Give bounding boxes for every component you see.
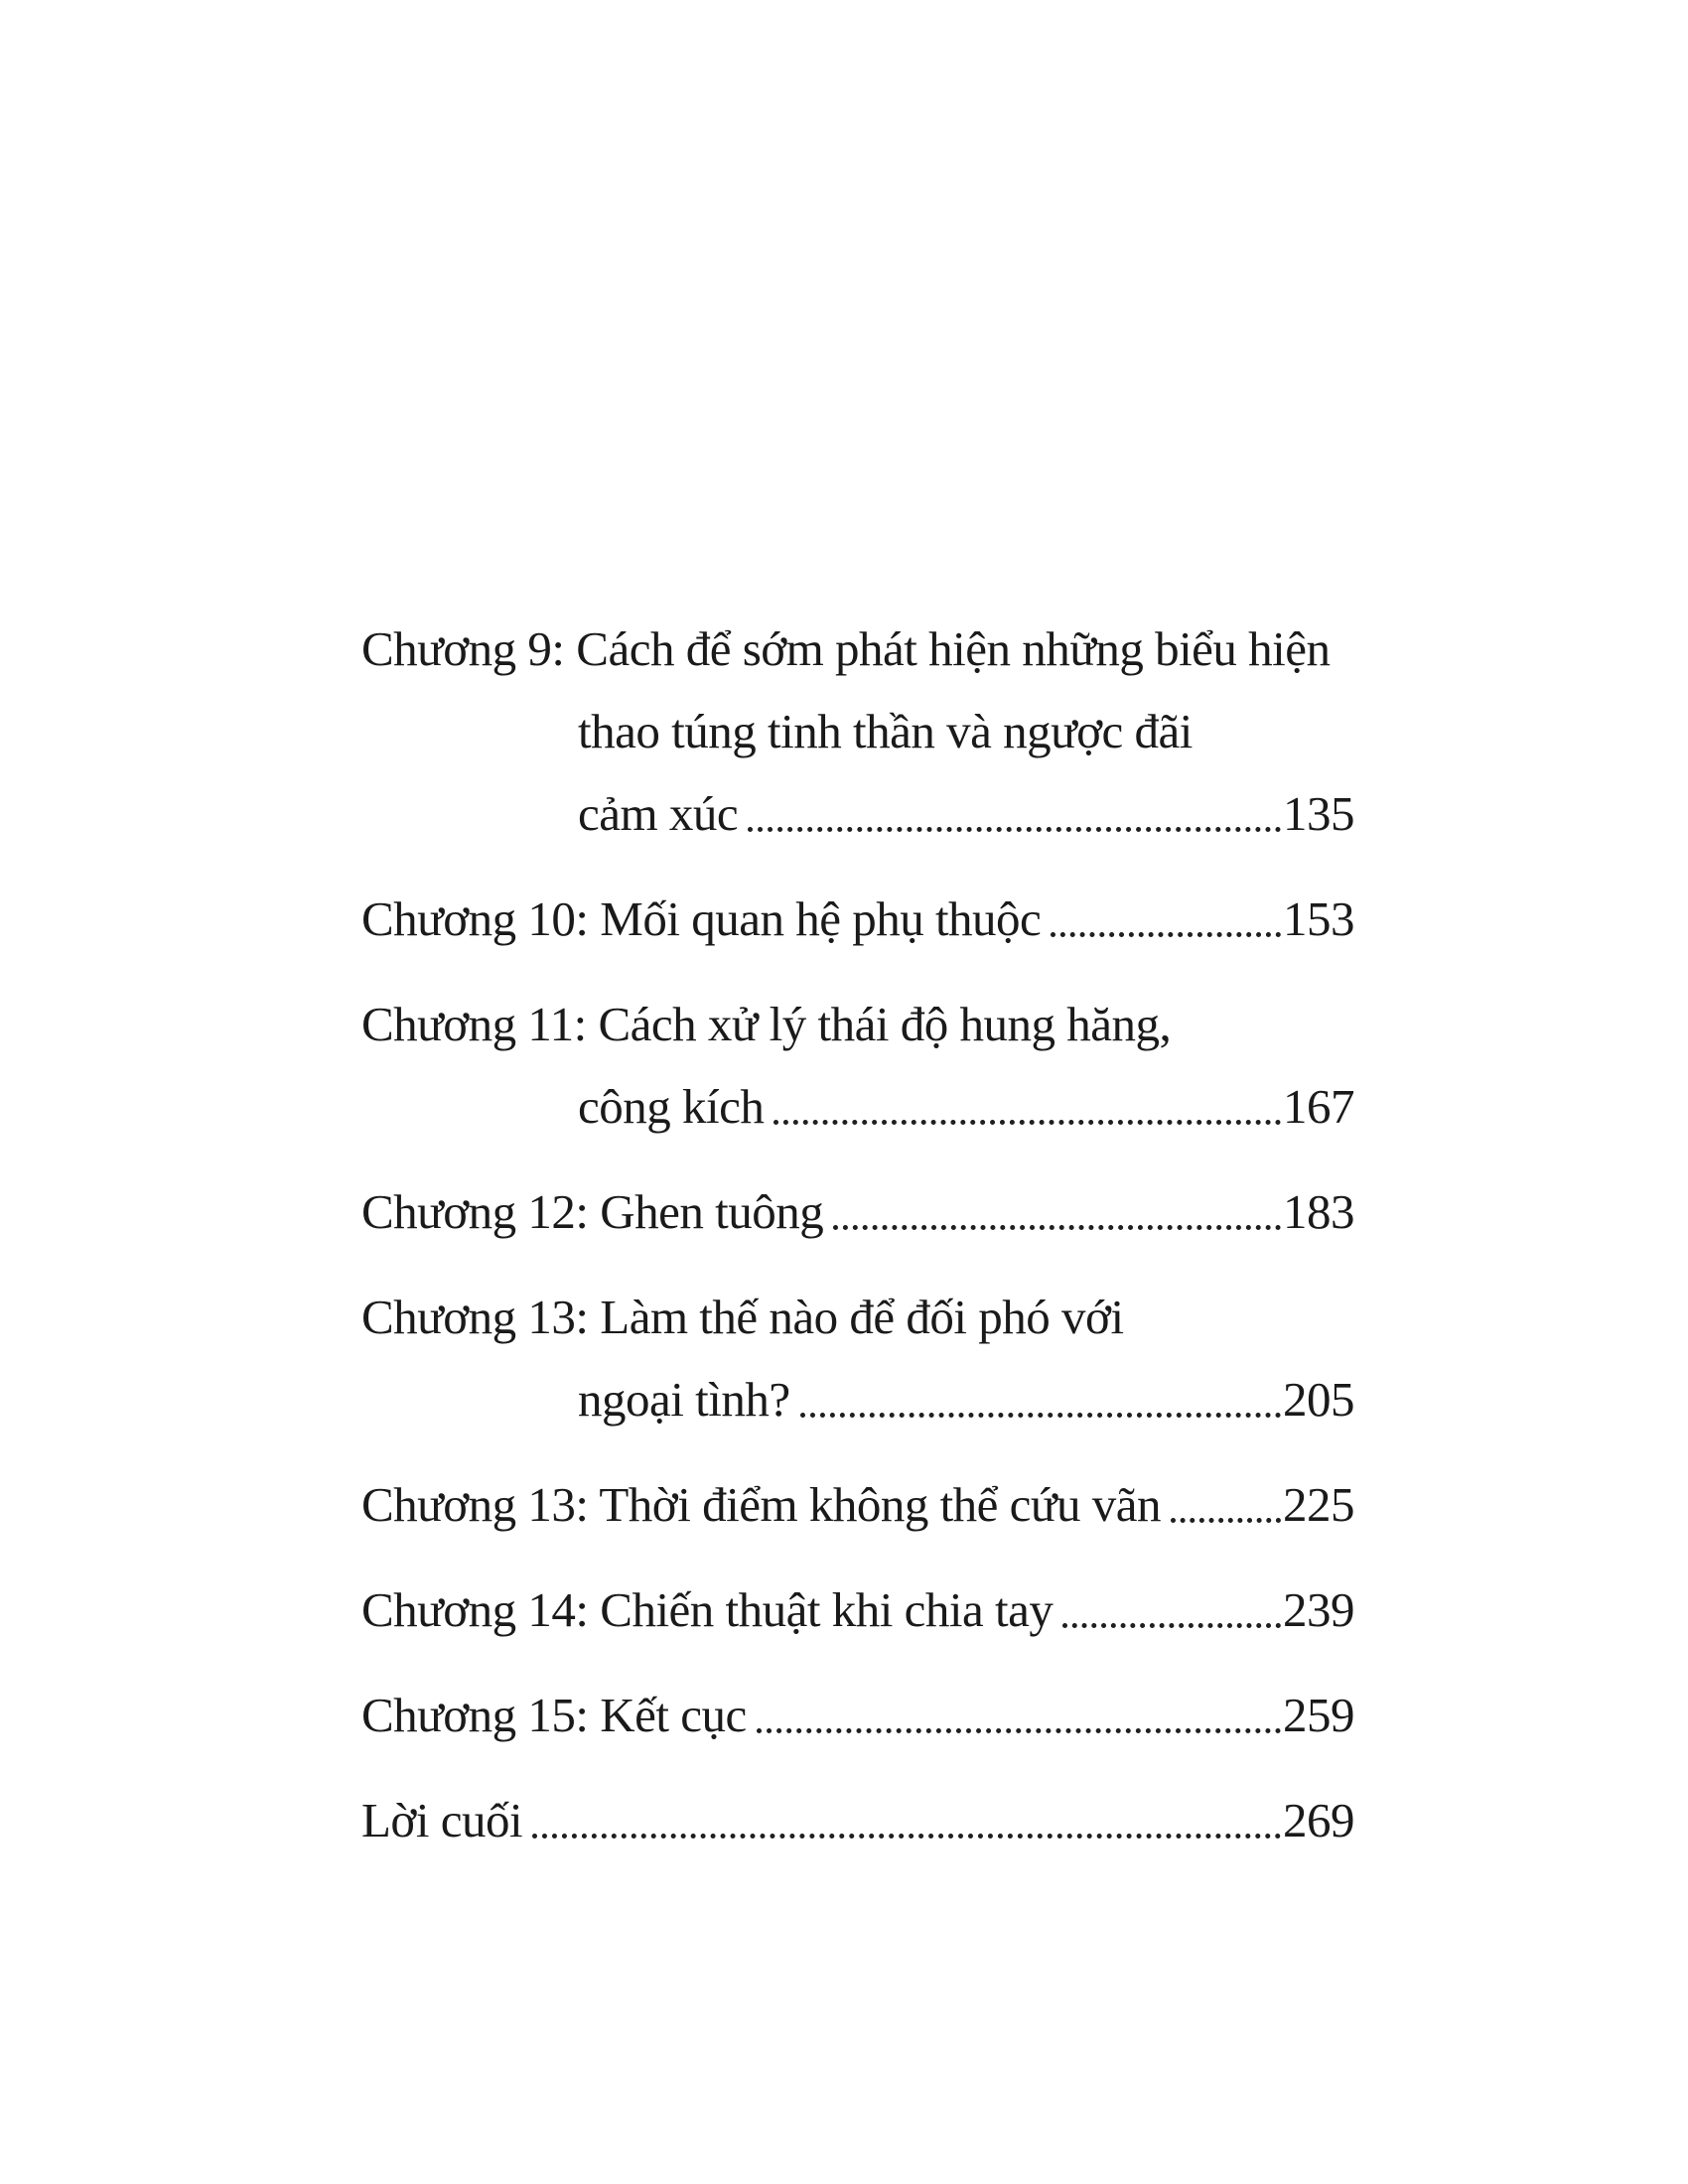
toc-line (361, 1065, 1354, 1148)
toc-entry-text: Chương 9: Cách để sớm phát hiện những biểu hiện (361, 621, 1331, 676)
page-number: 167 (1283, 1079, 1354, 1134)
dot-leader (757, 1728, 1281, 1733)
toc-entry-chapter-14 (361, 1569, 1354, 1651)
table-of-contents (361, 608, 1354, 1884)
toc-entry-text: công kích (578, 1079, 765, 1134)
toc-entry-text: Chương 11: Cách xử lý thái độ hung hăng, (361, 997, 1172, 1051)
toc-entry-text: Chương 15: Kết cục (361, 1688, 747, 1742)
toc-entry-text: thao túng tinh thần và ngược đãi (578, 704, 1193, 758)
toc-entry-text: Chương 13: Làm thế nào để đối phó với (361, 1290, 1124, 1344)
toc-entry-text: Chương 14: Chiến thuật khi chia tay (361, 1582, 1054, 1637)
toc-entry-chapter-12 (361, 1170, 1354, 1253)
toc-entry-text: ngoại tình? (578, 1372, 790, 1427)
dot-leader (774, 1120, 1281, 1125)
dot-leader (1171, 1518, 1281, 1523)
page-number: 205 (1283, 1372, 1354, 1427)
toc-entry-chapter-9 (361, 608, 1354, 855)
toc-entry-chapter-13a (361, 1276, 1354, 1440)
toc-entry-text: Chương 13: Thời điểm không thể cứu vãn (361, 1477, 1161, 1532)
toc-entry-text: Chương 12: Ghen tuông (361, 1184, 824, 1239)
toc-line (361, 1463, 1354, 1546)
toc-line (361, 878, 1354, 960)
toc-line (361, 1779, 1354, 1861)
toc-line (361, 1170, 1354, 1253)
toc-line (361, 983, 1354, 1065)
toc-line (361, 1569, 1354, 1651)
toc-line (361, 690, 1354, 772)
dot-leader (532, 1834, 1281, 1839)
page-number: 225 (1283, 1477, 1354, 1532)
dot-leader (1051, 932, 1281, 937)
page-number: 153 (1283, 891, 1354, 946)
page-number: 135 (1283, 786, 1354, 841)
toc-entry-text: cảm xúc (578, 786, 739, 841)
toc-entry-chapter-15 (361, 1674, 1354, 1756)
toc-line (361, 1674, 1354, 1756)
page-number: 259 (1283, 1688, 1354, 1742)
dot-leader (1062, 1623, 1281, 1628)
toc-line (361, 1276, 1354, 1358)
toc-entry-chapter-13b (361, 1463, 1354, 1546)
page-number: 269 (1283, 1793, 1354, 1847)
page-number: 239 (1283, 1582, 1354, 1637)
toc-entry-epilogue (361, 1779, 1354, 1861)
toc-line (361, 608, 1354, 690)
page-number: 183 (1283, 1184, 1354, 1239)
toc-entry-text: Chương 10: Mối quan hệ phụ thuộc (361, 891, 1042, 946)
dot-leader (833, 1225, 1281, 1230)
toc-line (361, 772, 1354, 855)
dot-leader (800, 1413, 1281, 1418)
toc-entry-chapter-11 (361, 983, 1354, 1148)
toc-entry-text: Lời cuối (361, 1793, 523, 1847)
dot-leader (748, 827, 1281, 832)
toc-entry-chapter-10 (361, 878, 1354, 960)
toc-line (361, 1358, 1354, 1440)
